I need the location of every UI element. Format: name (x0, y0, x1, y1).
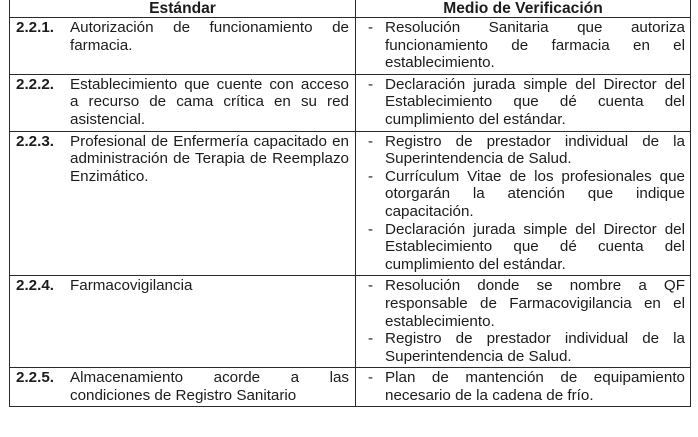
verification-item (356, 330, 685, 365)
dash-bullet: - (367, 330, 374, 348)
standard-text: Farmacovigilancia (70, 277, 193, 295)
verification-text: Plan de mantención de equipamiento necesario de la cadena de frío. (385, 369, 685, 404)
dash-bullet: - (367, 132, 374, 150)
header-standard: Estándar (10, 0, 356, 18)
verification-cell (356, 131, 691, 276)
standard-text: Establecimiento que cuente con acceso a recurso de cama crítica en su red asistencial. (70, 75, 349, 128)
standard-code: 2.2.1. (16, 19, 54, 36)
table-row (10, 18, 691, 75)
standard-cell (10, 276, 356, 368)
standard-cell (10, 368, 356, 407)
verification-text: Declaración jurada simple del Director del Establecimiento que dé cuenta del cumplimiento del estándar. (385, 75, 685, 128)
verification-text: Registro de prestador individual de la Superintendencia de Salud. (385, 330, 685, 365)
standard-code: 2.2.4. (16, 277, 54, 295)
verification-item (356, 19, 685, 72)
verification-cell (356, 276, 691, 368)
standard-code: 2.2.5. (16, 369, 54, 387)
dash-bullet: - (367, 277, 374, 295)
table-row (10, 276, 691, 368)
dash-bullet: - (367, 167, 374, 185)
header-verification: Medio de Verificación (356, 0, 691, 18)
verification-item (356, 277, 685, 330)
standard-text: Profesional de Enfermería capacitado en administración de Terapia de Reemplazo Enzimático. (70, 132, 349, 185)
dash-bullet: - (367, 369, 374, 387)
table-row (10, 131, 691, 276)
verification-cell (356, 368, 691, 407)
standard-cell (10, 18, 356, 75)
table-row (10, 368, 691, 407)
verification-item (356, 168, 685, 221)
verification-item (356, 221, 685, 274)
verification-text: Resolución donde se nombre a QF responsable de Farmacovigilancia en el establecimiento. (385, 277, 685, 330)
verification-text: Resolución Sanitaria que autoriza funcionamiento de farmacia en el establecimiento. (385, 19, 685, 72)
standard-code: 2.2.2. (16, 75, 54, 93)
dash-bullet: - (367, 19, 374, 36)
verification-text: Registro de prestador individual de la Superintendencia de Salud. (385, 132, 685, 168)
dash-bullet: - (367, 75, 374, 93)
standard-cell (10, 131, 356, 276)
standards-table (9, 0, 691, 407)
standard-text: Autorización de funcionamiento de farmacia. (70, 19, 349, 54)
dash-bullet: - (367, 220, 374, 238)
verification-cell (356, 18, 691, 75)
header-row (10, 0, 691, 18)
verification-item (356, 369, 685, 404)
verification-item (356, 133, 685, 168)
verification-text: Declaración jurada simple del Director del Establecimiento que dé cuenta del cumplimiento del estándar. (385, 220, 685, 273)
verification-text: Currículum Vitae de los profesionales que otorgarán la atención que indique capacitación. (385, 167, 685, 220)
verification-cell (356, 74, 691, 131)
standard-text: Almacenamiento acorde a las condiciones de Registro Sanitario (70, 369, 349, 404)
verification-item (356, 76, 685, 129)
table-row (10, 74, 691, 131)
standard-code: 2.2.3. (16, 132, 54, 150)
standard-cell (10, 74, 356, 131)
